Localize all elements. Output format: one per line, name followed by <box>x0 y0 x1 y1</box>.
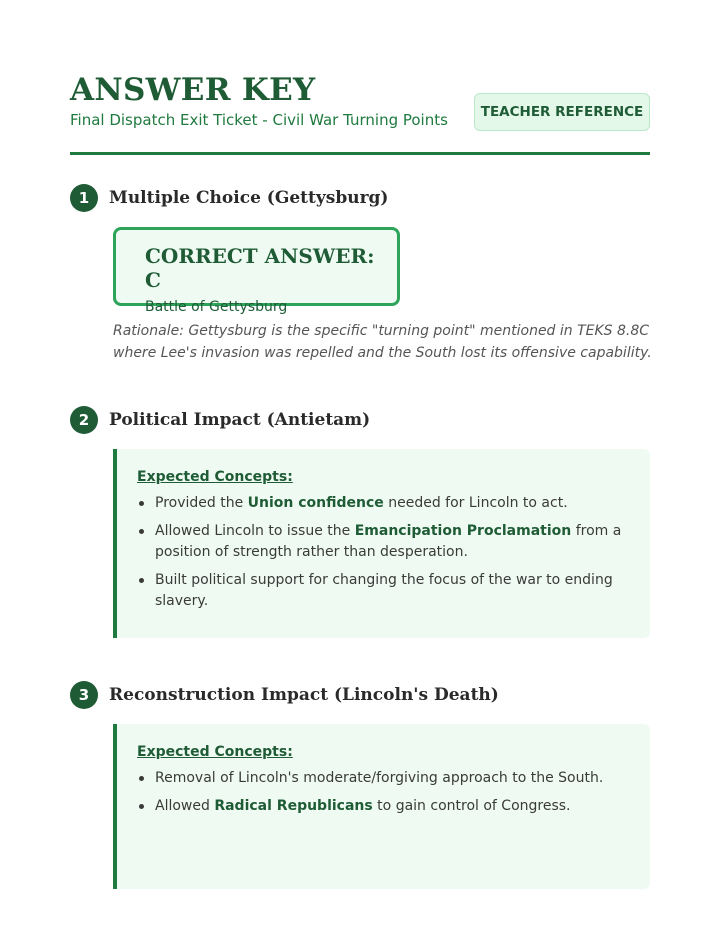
bullet-icon <box>139 529 144 534</box>
concept-list <box>137 768 630 817</box>
page-header <box>70 70 650 129</box>
correct-answer-box <box>113 227 400 315</box>
section-number-badge: 2 <box>70 406 98 434</box>
page-title: ANSWER KEY <box>70 72 316 108</box>
bullet-icon <box>139 578 144 583</box>
section-2-heading <box>70 406 370 434</box>
teacher-reference-badge: TEACHER REFERENCE <box>474 93 650 131</box>
correct-answer-label: CORRECT ANSWER: C <box>145 244 375 292</box>
section-1-heading <box>70 184 388 212</box>
list-item: Built political support for changing the focus of the war to ending slavery. <box>137 570 630 612</box>
expected-concepts-box <box>113 449 650 638</box>
page-subtitle: Final Dispatch Exit Ticket - Civil War Turning Points <box>70 111 448 129</box>
section-title: Multiple Choice (Gettysburg) <box>109 188 389 208</box>
bullet-icon <box>139 501 144 506</box>
header-divider <box>70 152 650 155</box>
section-number-badge: 1 <box>70 184 98 212</box>
expected-concepts-label: Expected Concepts: <box>137 744 293 760</box>
list-item: Removal of Lincoln's moderate/forgiving approach to the South. <box>137 768 630 789</box>
section-title: Political Impact (Antietam) <box>109 410 371 430</box>
rationale-text: Rationale: Gettysburg is the specific "turning point" mentioned in TEKS 8.8C where Lee's invasion was repelled and the South lost its offensive capability. <box>113 323 652 361</box>
correct-answer-text: Battle of Gettysburg <box>145 299 288 315</box>
section-title: Reconstruction Impact (Lincoln's Death) <box>109 685 499 705</box>
list-item: Allowed Lincoln to issue the Emancipation Proclamation from a position of strength rather than desperation. <box>137 521 630 563</box>
section-3-heading <box>70 681 499 709</box>
list-item: Provided the Union confidence needed for Lincoln to act. <box>137 493 630 514</box>
expected-concepts-label: Expected Concepts: <box>137 469 293 485</box>
list-item: Allowed Radical Republicans to gain control of Congress. <box>137 796 630 817</box>
concept-list <box>137 493 630 612</box>
bullet-icon <box>139 776 144 781</box>
expected-concepts-box <box>113 724 650 889</box>
section-number-badge: 3 <box>70 681 98 709</box>
bullet-icon <box>139 804 144 809</box>
